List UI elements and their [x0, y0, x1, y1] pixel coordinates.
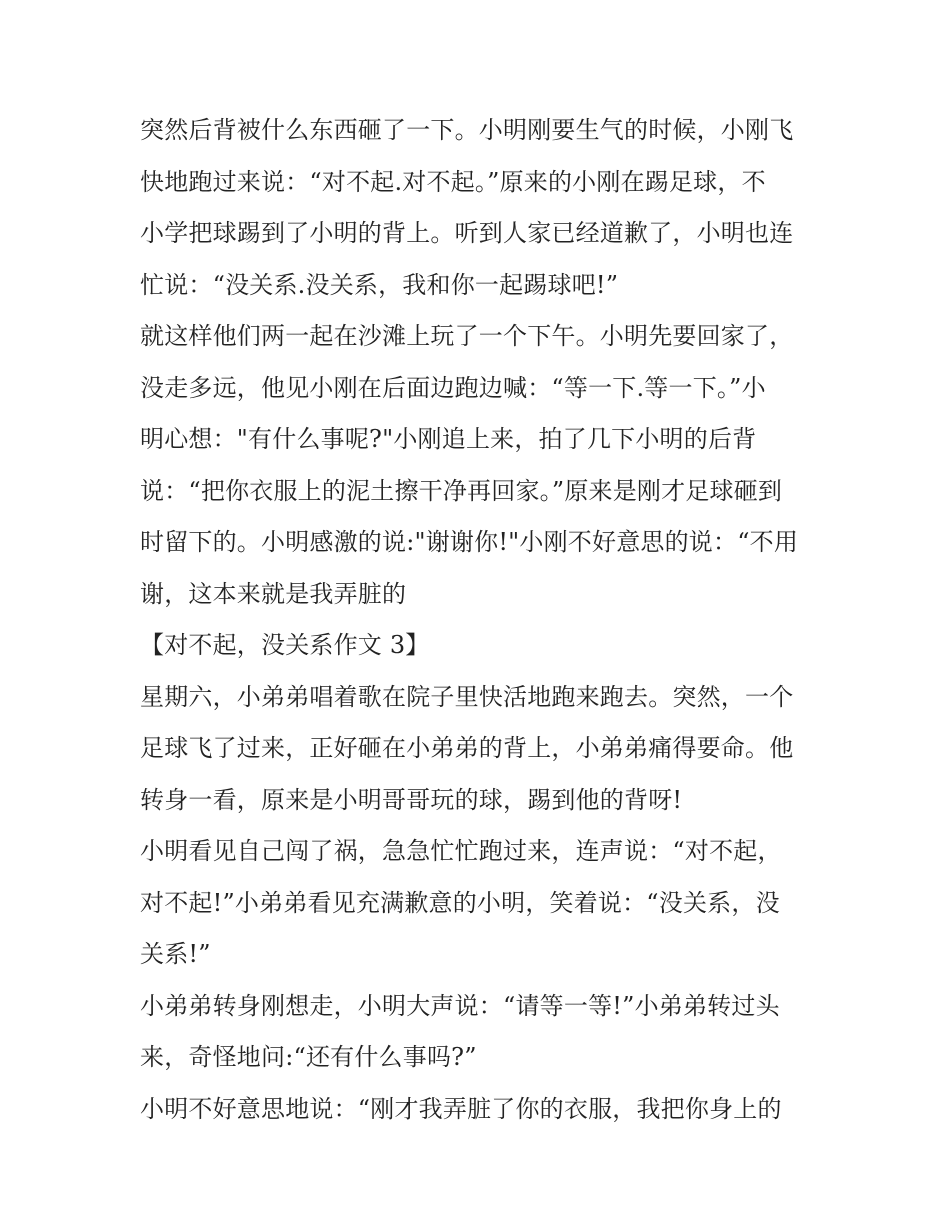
text-line: 谢，这本来就是我弄脏的 [140, 579, 407, 608]
text-line: 快地跑过来说：“对不起.对不起。”原来的小刚在踢足球，不 [140, 167, 766, 196]
text-line: 忙说：“没关系.没关系，我和你一起踢球吧!” [140, 270, 619, 299]
text-line: 小明不好意思地说：“刚才我弄脏了你的衣服，我把你身上的 [140, 1094, 782, 1123]
text-line: 小明看见自己闯了祸，急急忙忙跑过来，连声说：“对不起， [140, 837, 782, 865]
text-line: 星期六，小弟弟唱着歌在院子里快活地跑来跑去。突然，一个 [140, 682, 794, 711]
text-line: 转身一看，原来是小明哥哥玩的球，踢到他的背呀! [140, 785, 683, 814]
text-line: 就这样他们两一起在沙滩上玩了一个下午。小明先要回家了， [140, 322, 794, 350]
text-line: 突然后背被什么东西砸了一下。小明刚要生气的时候，小刚飞 [140, 116, 794, 144]
text-line: 对不起!”小弟弟看见充满歉意的小明，笑着说：“没关系，没 [140, 888, 780, 917]
essay-text [140, 108, 820, 1138]
text-line: 关系!” [140, 940, 211, 968]
text-line: 说：“把你衣服上的泥土擦干净再回家。”原来是刚才足球砸到 [140, 476, 783, 505]
text-line: 足球飞了过来，正好砸在小弟弟的背上，小弟弟痛得要命。他 [140, 734, 794, 762]
text-line: 明心想："有什么事呢?"小刚追上来，拍了几下小明的后背 [140, 425, 757, 453]
text-line: 没走多远，他见小刚在后面边跑边喊：“等一下.等一下。”小 [140, 373, 766, 402]
text-line: 小弟弟转身刚想走，小明大声说：“请等一等!”小弟弟转过头 [140, 991, 780, 1020]
section-heading: 【对不起，没关系作文 3】 [140, 631, 430, 659]
text-line: 小学把球踢到了小明的背上。听到人家已经道歉了，小明也连 [140, 219, 794, 247]
text-line: 时留下的。小明感激的说:"谢谢你!"小刚不好意思的说：“不用 [140, 528, 799, 556]
text-line: 来，奇怪地问:“还有什么事吗?” [140, 1043, 477, 1071]
